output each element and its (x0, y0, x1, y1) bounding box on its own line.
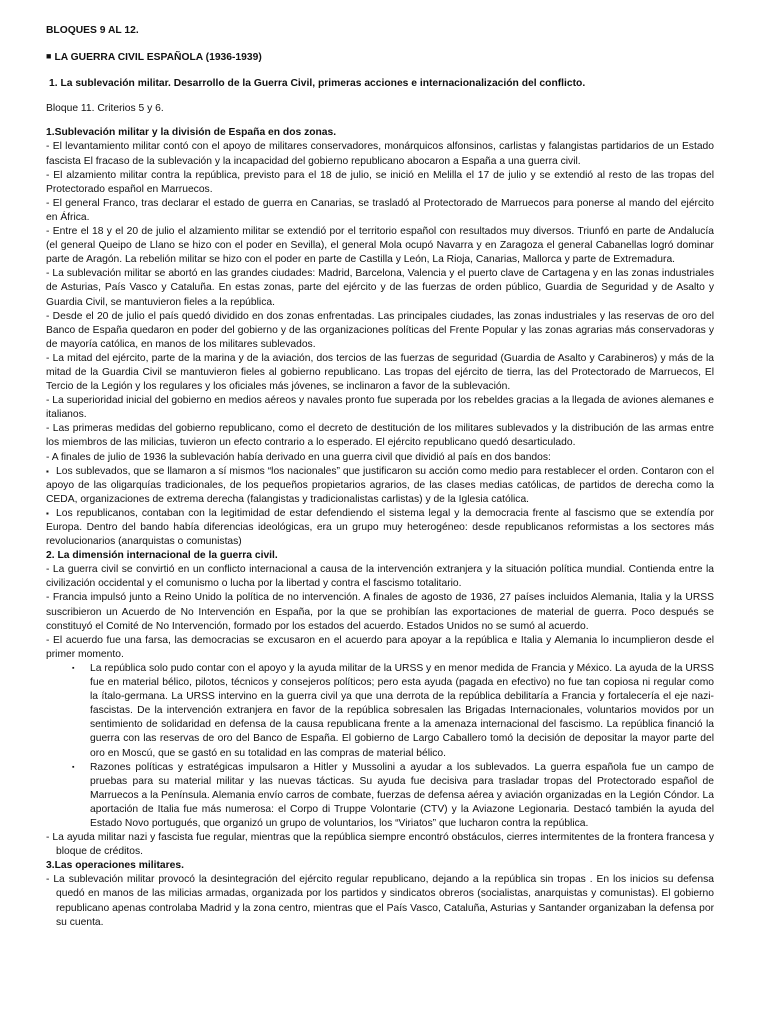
paragraph: - El levantamiento militar contó con el apoyo de militares conservadores, monárquicos alfonsinos, carlistas y falangistas partidarios de un Estado fascista El fracaso de la sublevación y la incapacidad del gobierno republicano abocaron a España a una guerra civil. (46, 141, 714, 167)
paragraph: - La superioridad inicial del gobierno en medios aéreos y navales pronto fue superada por los rebeldes gracias a la llegada de aviones alemanes e italianos. (46, 395, 715, 421)
paragraph: - Entre el 18 y el 20 de julio el alzamiento militar se extendió por el territorio español con resultados muy diversos. Triunfó en parte de Andalucía (el general Queipo de Llano se hizo con el poder en Sevilla), el general Mola ocupó Navarra y en Zaragoza el general Cabanellas logró dominar parte de Aragón. La rebelión militar se hizo con el poder en parte de Castilla y León, La Rioja, Canarias, Mallorca y parte de Extremadura. (46, 226, 714, 266)
square-bullet-icon: ▪ (46, 508, 49, 518)
nested-list-item: ▪ La república solo pudo contar con el apoyo y la ayuda militar de la URSS y en menor medida de Francia y México. La ayuda de la URSS fue en material bélico, pilotos, técnicos y consejeros políticos; pero esta ayuda (pagada en efectivo) no fue tan copiosa ni regular como la ítalo-germana. La URSS intervino en la guerra civil ya que una derrota de la república debilitaría a Francia y fortalecería el eje nazi-fascistas. De la intervención extranjera en favor de la república sobresalen las Brigadas Internacionales, voluntarios movidos por un sentimiento de solidaridad en defensa de la causa republicana frente a la amenaza internacional del fascismo. La república financió la guerra con las reservas de oro del Banco de España. El gobierno de Largo Caballero tomó la decisión de depositar la mayor parte del oro en Moscú, que se gastó en su totalidad en las compras de material bélico. (72, 662, 714, 759)
section-heading-3: 3.Las operaciones militares. (46, 860, 184, 872)
paragraph: - Las primeras medidas del gobierno republicano, como el decreto de destitución de los militares sublevados y la distribución de las armas entre los miembros de las milicias, tuvieron un efecto contrario a lo esperado. El ejército republicano quedó desarticulado. (46, 423, 714, 449)
section-heading-2: 2. La dimensión internacional de la guerra civil. (46, 550, 278, 562)
paragraph: - Francia impulsó junto a Reino Unido la política de no intervención. A finales de agosto de 1936, 27 países incluidos Alemania, Italia y la URSS suscribieron un Acuerdo de No Intervención en España, por la que se prohibían las exportaciones de material de guerra. Poco después se constituyó el Comité de No Intervención, formado por los estados del acuerdo. Estados Unidos no se sumó al acuerdo. (46, 592, 714, 632)
paragraph: - A finales de julio de 1936 la sublevación había derivado en una guerra civil que dividió al país en dos bandos: (46, 451, 551, 463)
square-bullet-icon: ■ (46, 51, 52, 62)
criteria-line: Bloque 11. Criterios 5 y 6. (46, 103, 164, 115)
paragraph: - La sublevación militar se abortó en las grandes ciudades: Madrid, Barcelona, Valencia y el puerto clave de Cartagena y en las zonas industriales de Asturias, País Vasco y Cataluña. En estas zonas, parte del ejército y de las fuerzas de orden público, Guardia de Seguridad y de Asalto y Guardia Civil, se mantuvieron fieles a la república. (46, 268, 714, 308)
paragraph: - La guerra civil se convirtió en un conflicto internacional a causa de la intervención extranjera y la situación política mundial. Contienda entre la civilización occidental y el comunismo o lucha por la libertad y contra el fascismo totalitario. (46, 564, 714, 590)
paragraph: - La sublevación militar provocó la desintegración del ejército regular republicano, dejando a la república sin tropas . En los inicios su defensa quedó en manos de las milicias armadas, organizada por los partidos y sindicatos obreros (socialistas, anarquistas y comunistas). El gobierno republicano apenas controlaba Madrid y la zona centro, mientras que el País Vasco, Cataluña, Asturias y Santander organizaban la defensa por su cuenta. (46, 874, 714, 928)
square-bullet-icon: ▪ (72, 664, 75, 672)
paragraph: - El acuerdo fue una farsa, las democracias se excusaron en el acuerdo para apoyar a la república e Italia y Alemania lo incumplieron desde el primer momento. (46, 634, 714, 660)
square-bullet-icon: ▪ (46, 466, 49, 476)
paragraph: - La mitad del ejército, parte de la marina y de la aviación, dos tercios de las fuerzas de seguridad (Guardia de Asalto y Carabineros) y más de la mitad de la Guardia Civil se mantuvieron fieles al gobierno republicano. Las tropas del ejército de tierra, las del Protectorado de Marruecos, El Tercio de la Legión y los regulares y los oficiales más jóvenes, se inclinaron a favor de la sublevación. (46, 352, 714, 393)
topic-title: LA GUERRA CIVIL ESPAÑOLA (1936-1939) (54, 52, 262, 64)
list-item: ▪ Los sublevados, que se llamaron a sí mismos “los nacionales” que justificaron su acción como medio para restablecer el orden. Contaron con el apoyo de las oligarquías tradicionales, de los pequeños propietarios agrarios, de las clases medias católicas, de partidos de derecha como la CEDA, organizaciones de extrema derecha (falangistas y tradicionalistas carlistas) y de la Iglesia católica. (46, 465, 714, 505)
topic-heading (46, 50, 714, 65)
paragraph: - Desde el 20 de julio el país quedó dividido en dos zonas enfrentadas. Las principales ciudades, las zonas industriales y las reservas de oro del Banco de España quedaron en poder del gobierno y de las organizaciones políticas del Frente Popular y las zonas agrarias más conservadoras y de mayoría católica, en manos de los militares sublevados. (46, 310, 714, 350)
paragraph: - El alzamiento militar contra la república, previsto para el 18 de julio, se inició en Melilla el 17 de julio y se extendió al resto de las tropas del Protectorado español en Marruecos. (46, 169, 714, 195)
unit-title: 1. La sublevación militar. Desarrollo de la Guerra Civil, primeras acciones e internacionalización del conflicto. (49, 78, 586, 90)
document-title: BLOQUES 9 AL 12. (46, 25, 139, 36)
square-bullet-icon: ▪ (72, 763, 75, 771)
nested-list-item: ▪ Razones políticas y estratégicas impulsaron a Hitler y Mussolini a ayudar a los sublevados. La guerra española fue un campo de pruebas para su material militar y las nuevas tácticas. Su ayuda fue decisiva para trasladar tropas del Protectorado español de Marruecos a la Península. Alemania envío carros de combate, fuerzas de defensa aérea y aviación organizadas en la Legión Cóndor. La aportación de Italia fue más numerosa: el Corpo di Truppe Volontarie (CTV) y la Aviazone Legionaria. Destacó también la ayuda del Estado Novo portugués, que organizó un grupo de voluntarios, los “Viriatos” que lucharon contra la república. (72, 761, 714, 829)
document-page (46, 24, 714, 930)
section-heading-1: 1.Sublevación militar y la división de España en dos zonas. (46, 127, 337, 139)
paragraph: - La ayuda militar nazi y fascista fue regular, mientras que la república siempre encontró obstáculos, cierres intermitentes de la frontera francesa y bloque de créditos. (46, 832, 714, 858)
paragraph: - El general Franco, tras declarar el estado de guerra en Canarias, se trasladó al Protectorado de Marruecos para ponerse al mando del ejército en África. (46, 197, 714, 223)
list-item: ▪ Los republicanos, contaban con la legitimidad de estar defendiendo el sistema legal y la democracia frente al fascismo que se extendía por Europa. Dentro del bando había diferencias ideológicas, era un grupo muy heterogéneo: desde republicanos reformistas a los sectores más revolucionarios (anarquistas o comunistas) (46, 507, 714, 548)
